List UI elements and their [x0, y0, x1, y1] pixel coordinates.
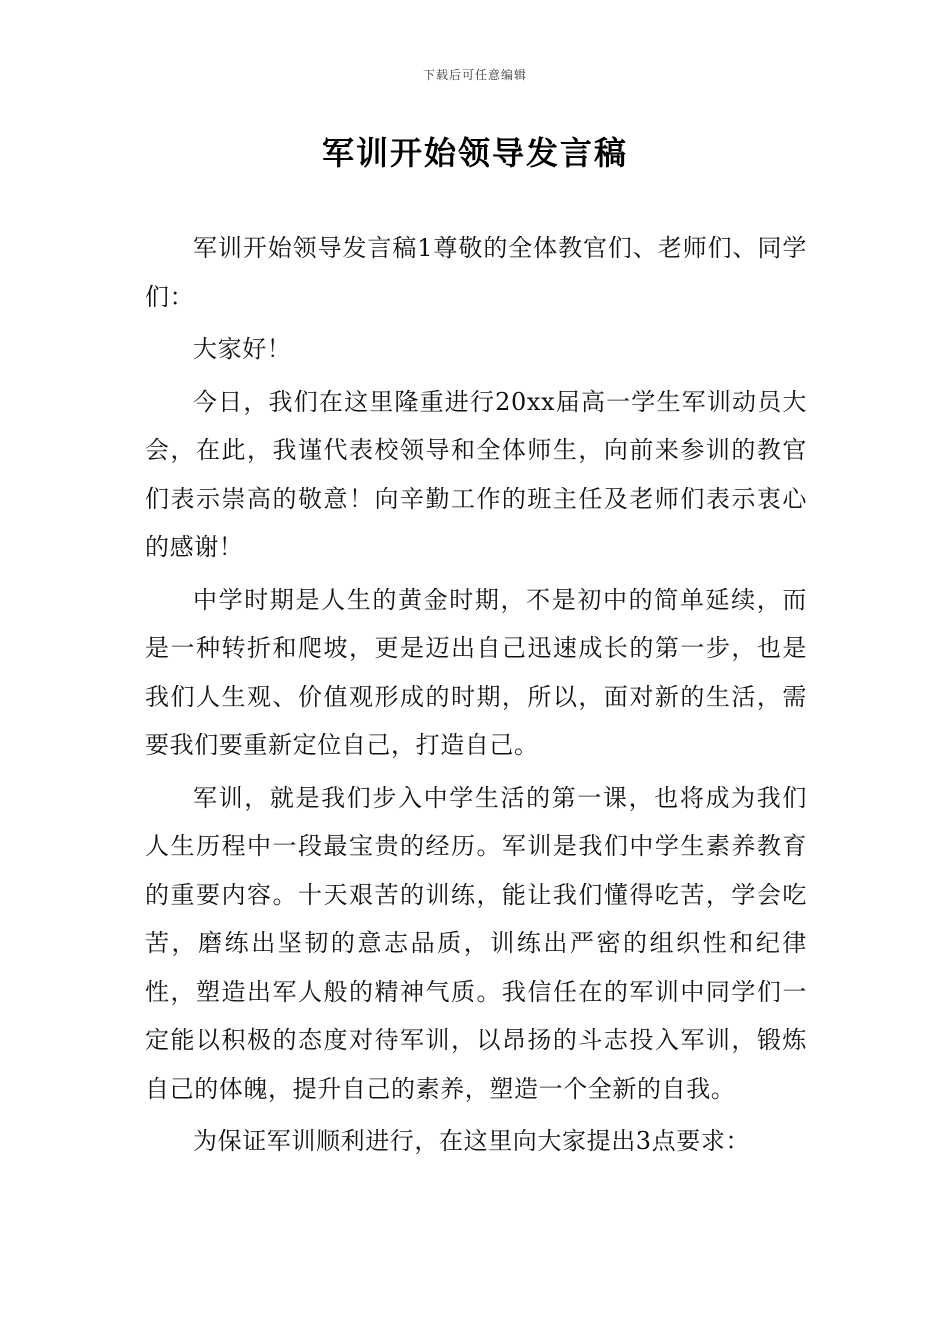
paragraph-hello: 大家好！ — [193, 335, 292, 363]
document-title: 军训开始领导发言稿 — [321, 134, 628, 172]
paragraph-requirements: 为保证军训顺利进行，在这里向大家提出3点要求： — [193, 1127, 751, 1155]
paragraph-opening: 今日，我们在这里隆重进行20xx届高一学生军训动员大会，在此，我谨代表校领导和全体师生，向前来参训的教官们表示崇高的敬意！向辛勤工作的班主任及老师们表示衷心的感谢！ — [145, 387, 807, 561]
document-body — [145, 224, 807, 1166]
paragraph-greeting-line: 军训开始领导发言稿1尊敬的全体教官们、老师们、同学们： — [145, 234, 807, 311]
paragraph-high-school-period: 中学时期是人生的黄金时期，不是初中的简单延续，而是一种转折和爬坡，更是迈出自己迅速成长的第一步，也是我们人生观、价值观形成的时期，所以，面对新的生活，需要我们要重新定位自己，打造自己。 — [145, 585, 807, 759]
header-note: 下载后可任意编辑 — [422, 68, 527, 82]
paragraph-military-training: 军训，就是我们步入中学生活的第一课，也将成为我们人生历程中一段最宝贵的经历。军训是我们中学生素养教育的重要内容。十天艰苦的训练，能让我们懂得吃苦，学会吃苦，磨练出坚韧的意志品质，训练出严密的组织性和纪律性，塑造出军人般的精神气质。我信任在的军训中同学们一定能以积极的态度对待军训，以昂扬的斗志投入军训，锻炼自己的体魄，提升自己的素养，塑造一个全新的自我。 — [145, 783, 807, 1103]
